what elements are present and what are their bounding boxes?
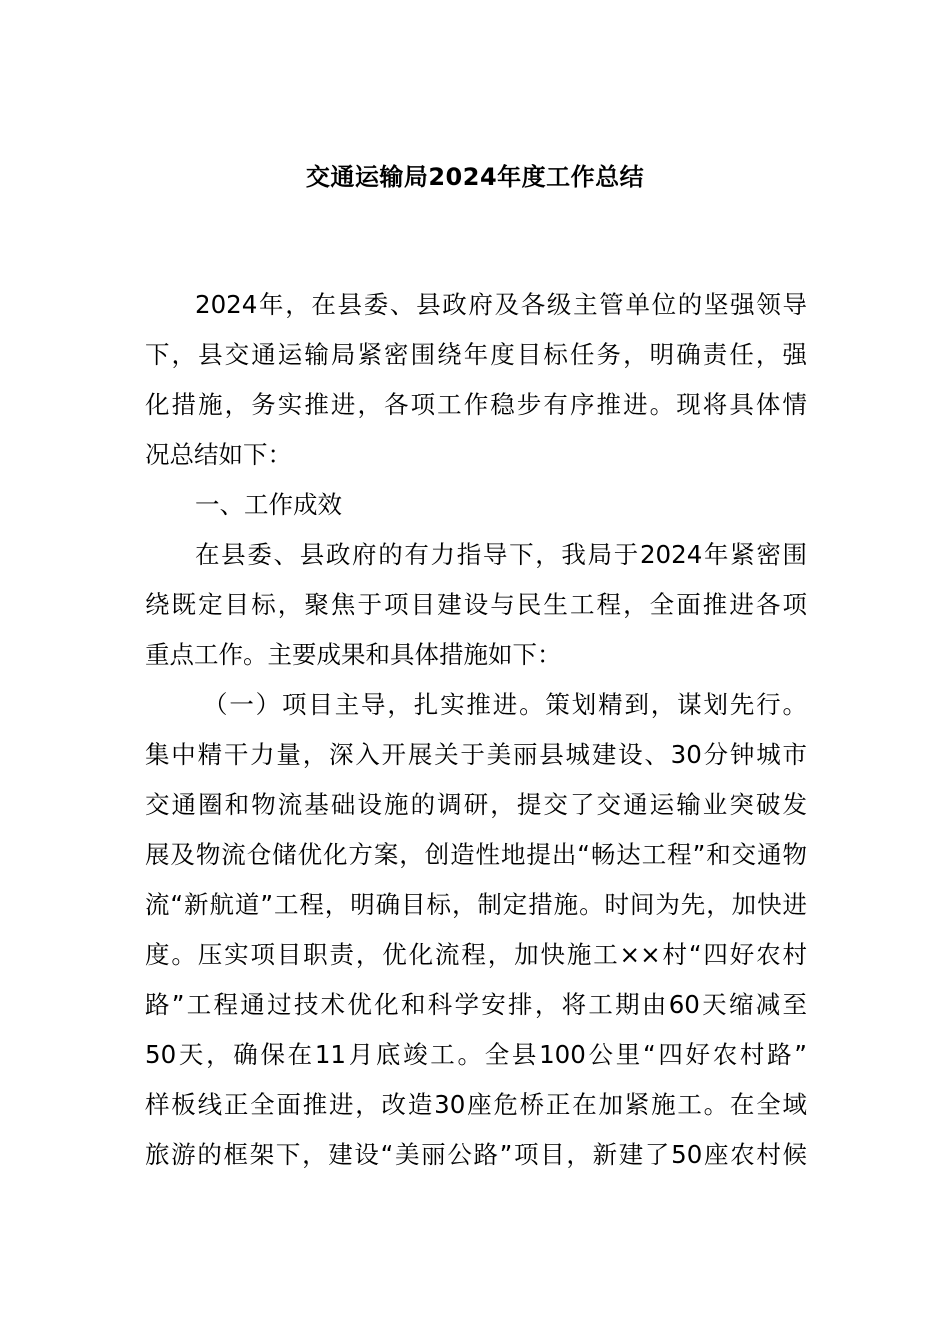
paragraph-line: 况总结如下： bbox=[145, 440, 292, 469]
paragraph-line: 样板线正全面推进，改造30座危桥正在加紧施工。在全域 bbox=[145, 1090, 807, 1119]
paragraph-line: 流“新航道”工程，明确目标，制定措施。时间为先，加快进 bbox=[145, 890, 807, 919]
paragraph-line: 化措施，务实推进，各项工作稳步有序推进。现将具体情 bbox=[145, 390, 807, 419]
paragraph-line: 2024年，在县委、县政府及各级主管单位的坚强领导 bbox=[195, 290, 807, 319]
paragraph-line: 旅游的框架下，建设“美丽公路”项目，新建了50座农村候 bbox=[145, 1140, 807, 1169]
document-title: 交通运输局2024年度工作总结 bbox=[305, 163, 645, 191]
document-body bbox=[145, 280, 807, 1180]
section-heading: 一、工作成效 bbox=[195, 490, 342, 519]
paragraph-line: 50天，确保在11月底竣工。全县100公里“四好农村路” bbox=[145, 1040, 807, 1069]
paragraph-line: 在县委、县政府的有力指导下，我局于2024年紧密围 bbox=[195, 540, 807, 569]
paragraph-line: 交通圈和物流基础设施的调研，提交了交通运输业突破发 bbox=[145, 790, 807, 819]
paragraph-line: 绕既定目标，聚焦于项目建设与民生工程，全面推进各项 bbox=[145, 590, 807, 619]
paragraph-line: 集中精干力量，深入开展关于美丽县城建设、30分钟城市 bbox=[145, 740, 807, 769]
paragraph-line: 路”工程通过技术优化和科学安排，将工期由60天缩减至 bbox=[145, 990, 807, 1019]
paragraph-line: 度。压实项目职责，优化流程，加快施工××村“四好农村 bbox=[145, 940, 807, 969]
subsection-line: （一）项目主导，扎实推进。策划精到，谋划先行。 bbox=[203, 690, 807, 719]
paragraph-line: 下，县交通运输局紧密围绕年度目标任务，明确责任，强 bbox=[145, 340, 807, 369]
paragraph-line: 展及物流仓储优化方案，创造性地提出“畅达工程”和交通物 bbox=[145, 840, 807, 869]
paragraph-line: 重点工作。主要成果和具体措施如下： bbox=[145, 640, 562, 669]
